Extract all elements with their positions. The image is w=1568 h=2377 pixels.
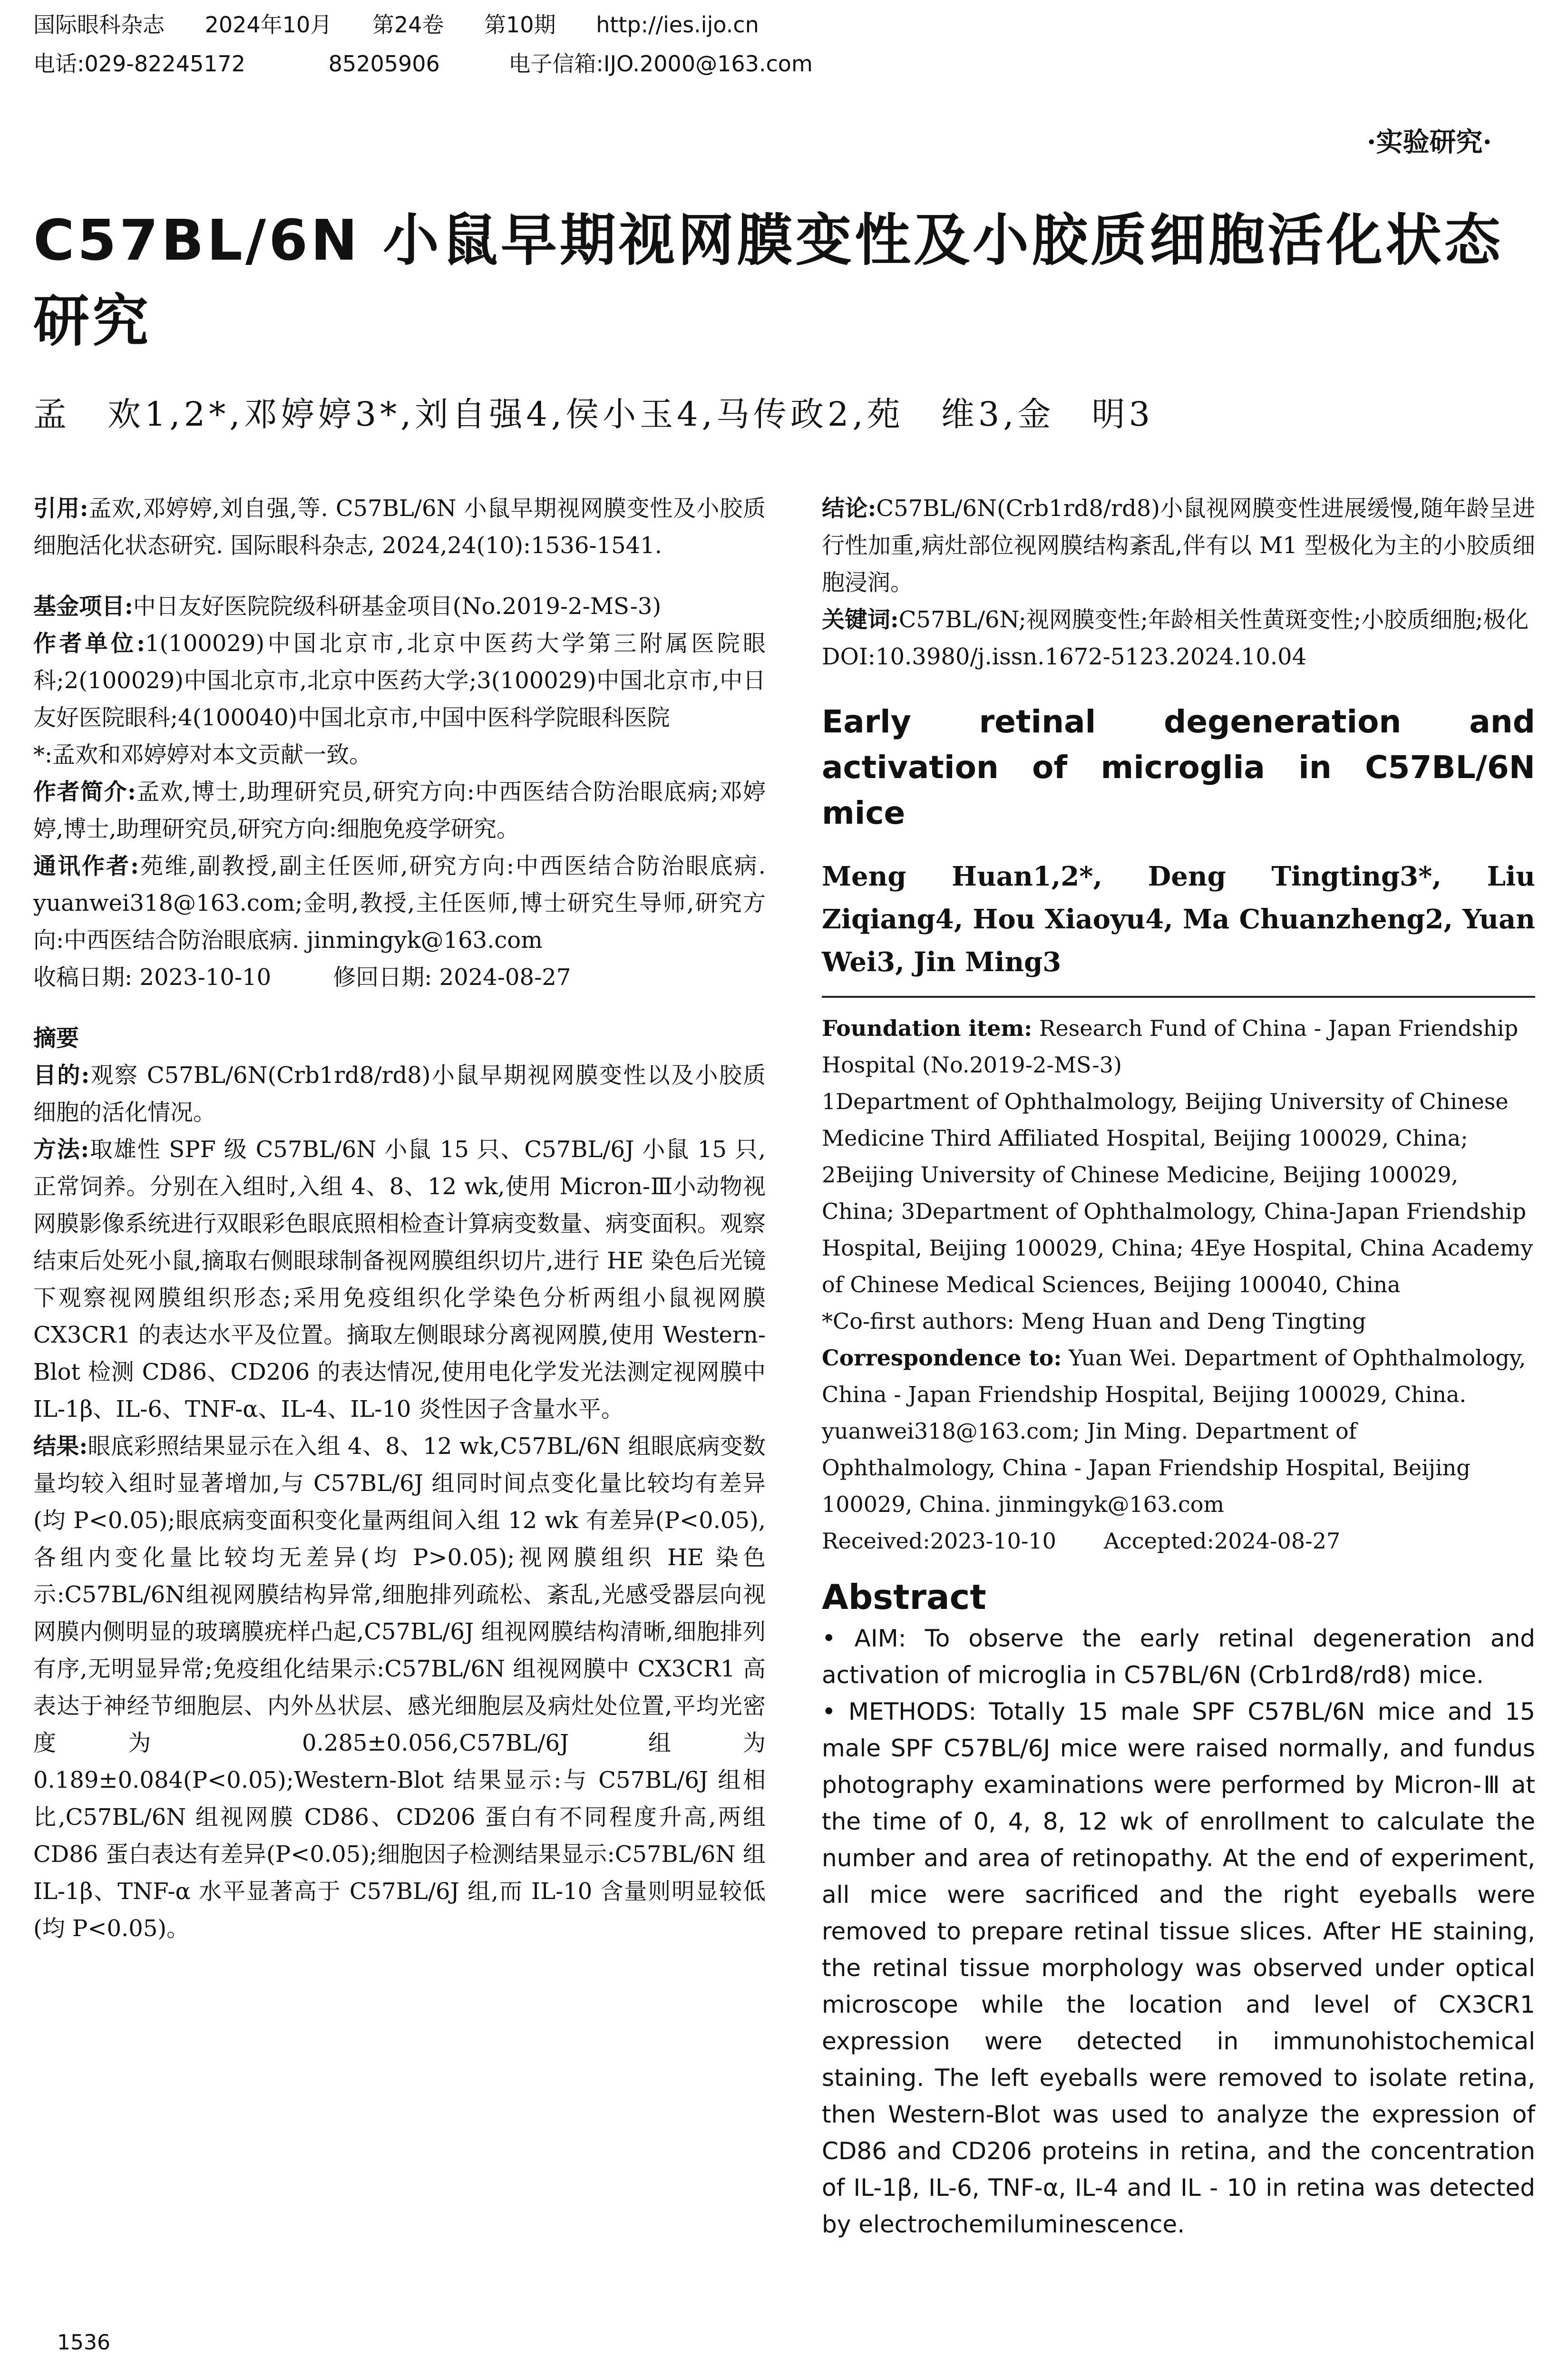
abstract-heading-cn: 摘要 (33, 1025, 79, 1052)
journal-url[interactable]: http://ies.ijo.cn (596, 12, 759, 38)
right-column (822, 490, 1535, 2243)
journal-email[interactable]: 电子信箱:IJO.2000@163.com (508, 51, 813, 77)
journal-name: 国际眼科杂志 (33, 12, 165, 38)
abstract-body-en (822, 1620, 1535, 2243)
english-affiliations: 1Department of Ophthalmology, Beijing University of Chinese Medicine Third Affiliated Hospital, Beijing 100029, China; 2Beijing University of Chinese Medicine, Beijing 100029, China; 3Department of Ophthalmology, China-Japan Friendship Hospital, Beijing 100029, China; 4Eye Hospital, China Academy of Chinese Medical Sciences, Beijing 100040, China (822, 1089, 1533, 1297)
conclusion-cn: 结论:C57BL/6N(Crb1rd8/rd8)小鼠视网膜变性进展缓慢,随年龄呈进行性加重,病灶部位视网膜结构紊乱,伴有以 M1 型极化为主的小胶质细胞浸润。 (822, 495, 1535, 596)
methods-en: • METHODS: Totally 15 male SPF C57BL/6N mice and 15 male SPF C57BL/6J mice were raised normally, and fundus photography examinations were performed by Micron-Ⅲ at the time of 0, 4, 8, 12 wk of enrollment to calculate the number and area of retinopathy. At the end of experiment, all mice were sacrificed and the right eyeballs were removed to prepare retinal tissue slices. After HE staining, the retinal tissue morphology was observed under optical microscope while the location and level of CX3CR1 expression were detected in immunohistochemical staining. The left eyeballs were removed to isolate retina, then Western-Blot was used to analyze the expression of CD86 and CD206 proteins in retina, and the concentration of IL-1β, IL-6, TNF-α, IL-4 and IL - 10 in retina was detected by electrochemiluminescence. (822, 1698, 1535, 2238)
left-column (33, 490, 766, 1947)
aim-cn: 目的:观察 C57BL/6N(Crb1rd8/rd8)小鼠早期视网膜变性以及小胶质细胞的活化情况。 (33, 1062, 766, 1126)
english-cofirst: *Co-first authors: Meng Huan and Deng Tingting (822, 1308, 1366, 1334)
issue-date: 2024年10月 (205, 12, 332, 38)
methods-cn: 方法:取雄性 SPF 级 C57BL/6N 小鼠 15 只、C57BL/6J 小鼠 15 只,正常饲养。分别在入组时,入组 4、8、12 wk,使用 Micron-Ⅲ小动物视网膜影像系统进行双眼彩色眼底照相检查计算病变数量、病变面积。观察结束后处死小鼠,摘取右侧眼球制备视网膜组织切片,进行 HE 染色后光镜下观察视网膜组织形态;采用免疫组织化学染色分析两组小鼠视网膜 CX3CR1 的表达水平及位置。摘取左侧眼球分离视网膜,使用 Western-Blot 检测 CD86、CD206 的表达情况,使用电化学发光法测定视网膜中 IL-1β、IL-6、TNF-α、IL-4、IL-10 炎性因子含量水平。 (33, 1136, 766, 1422)
english-authors: Meng Huan1,2*, Deng Tingting3*, Liu Ziqiang4, Hou Xiaoyu4, Ma Chuanzheng2, Yuan Wei3, Jin Ming3 (822, 861, 1535, 978)
english-dates: Received:2023-10-10 Accepted:2024-08-27 (822, 1528, 1341, 1554)
keywords-cn: 关键词:C57BL/6N;视网膜变性;年龄相关性黄斑变性;小胶质细胞;极化 (822, 606, 1529, 633)
phone-2: 85205906 (328, 51, 440, 77)
correspondence: 通讯作者:苑维,副教授,副主任医师,研究方向:中西医结合防治眼底病. yuanwei318@163.com;金明,教授,主任医师,博士研究生导师,研究方向:中西医结合防治眼底病. jinmingyk@163.com (33, 853, 766, 954)
volume: 第24卷 (372, 12, 444, 38)
abstract-heading-en: Abstract (822, 1577, 986, 1617)
phone: 电话:029-82245172 (33, 51, 246, 77)
citation: 引用:孟欢,邓婷婷,刘自强,等. C57BL/6N 小鼠早期视网膜变性及小胶质细胞活化状态研究. 国际眼科杂志, 2024,24(10):1536-1541. (33, 495, 766, 559)
doi[interactable]: DOI:10.3980/j.issn.1672-5123.2024.10.04 (822, 643, 1307, 670)
dates: 收稿日期: 2023-10-10 修回日期: 2024-08-27 (33, 964, 571, 991)
foundation-item: Foundation item: Research Fund of China - Japan Friendship Hospital (No.2019-2-MS-3) (822, 1015, 1519, 1078)
english-correspondence: Correspondence to: Yuan Wei. Department of Ophthalmology, China - Japan Friendship Hospital, Beijing 100029, China. yuanwei318@163.com; Jin Ming. Department of Ophthalmology, China - Japan Friendship Hospital, Beijing 100029, China. jinmingyk@163.com (822, 1345, 1526, 1517)
article-title: C57BL/6N 小鼠早期视网膜变性及小胶质细胞活化状态研究 (33, 207, 1503, 354)
page-number: 1536 (57, 2330, 110, 2355)
english-title: Early retinal degeneration and activation of microglia in C57BL/6N mice (822, 703, 1535, 831)
author-bio: 作者简介:孟欢,博士,助理研究员,研究方向:中西医结合防治眼底病;邓婷婷,博士,助理研究员,研究方向:细胞免疫学研究。 (33, 779, 766, 842)
affiliations: 作者单位:1(100029)中国北京市,北京中医药大学第三附属医院眼科;2(100029)中国北京市,北京中医药大学;3(100029)中国北京市,中日友好医院眼科;4(100040)中国北京市,中国中医科学院眼科医院 (33, 630, 766, 731)
divider (822, 996, 1535, 998)
fund: 基金项目:中日友好医院院级科研基金项目(No.2019-2-MS-3) (33, 593, 662, 620)
english-meta (822, 1010, 1535, 1559)
issue: 第10期 (484, 12, 556, 38)
journal-header-line1 (33, 10, 792, 39)
section-tag: ·实验研究· (1367, 127, 1492, 158)
cofirst-note: *:孟欢和邓婷婷对本文贡献一致。 (33, 741, 372, 768)
author-list: 孟 欢1,2*,邓婷婷3*,刘自强4,侯小玉4,马传政2,苑 维3,金 明3 (33, 395, 1154, 434)
results-cn: 结果:眼底彩照结果显示在入组 4、8、12 wk,C57BL/6N 组眼底病变数量均较入组时显著增加,与 C57BL/6J 组同时间点变化量比较均有差异(均 P<0.05);眼底病变面积变化量两组间入组 12 wk 有差异(P<0.05),各组内变化量比较均无差异(均 P>0.05);视网膜组织 HE 染色示:C57BL/6N组视网膜结构异常,细胞排列疏松、紊乱,光感受器层向视网膜内侧明显的玻璃膜疣样凸起,C57BL/6J 组视网膜结构清晰,细胞排列有序,无明显异常;免疫组化结果示:C57BL/6N 组视网膜中 CX3CR1 高表达于神经节细胞层、内外丛状层、感光细胞层及病灶处位置,平均光密度为 0.285±0.056,C57BL/6J 组为 0.189±0.084(P<0.05);Western-Blot 结果显示:与 C57BL/6J 组相比,C57BL/6N 组视网膜 CD86、CD206 蛋白有不同程度升高,两组 CD86 蛋白表达有差异(P<0.05);细胞因子检测结果显示:C57BL/6N 组 IL-1β、TNF-α 水平显著高于 C57BL/6J 组,而 IL-10 含量则明显较低(均 P<0.05)。 (33, 1433, 766, 1942)
journal-header-line2 (33, 49, 846, 78)
aim-en: • AIM: To observe the early retinal degeneration and activation of microglia in C57BL/6N (Crb1rd8/rd8) mice. (822, 1625, 1535, 1689)
